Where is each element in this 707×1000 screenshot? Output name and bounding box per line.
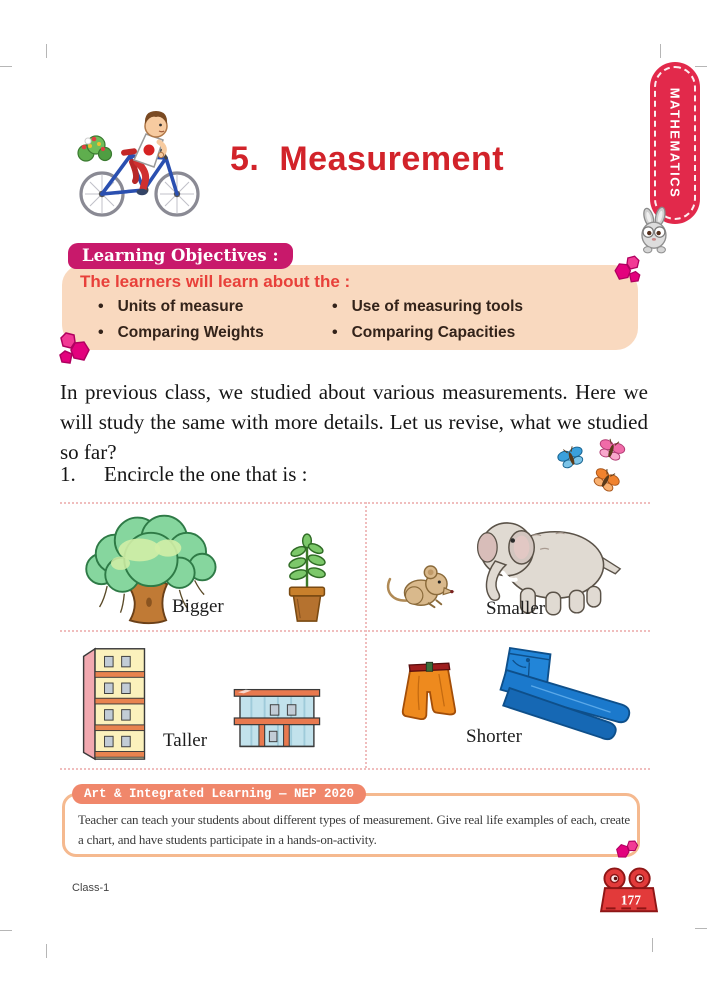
grid-divider (365, 502, 367, 768)
subject-tab-label: MATHEMATICS (667, 87, 683, 199)
page-number: 177 (620, 892, 642, 908)
page-number-badge (598, 866, 660, 918)
objectives-column-1 (98, 294, 264, 346)
crop-mark (0, 66, 12, 67)
question-text: Encircle the one that is : (104, 462, 308, 486)
objectives-heading: The learners will learn about the : (80, 272, 351, 291)
butterflies-illustration (552, 436, 640, 503)
crop-mark (695, 928, 707, 929)
cell-label: Bigger (172, 596, 224, 617)
crop-mark (0, 930, 12, 931)
chapter-title-text: Measurement (279, 140, 505, 178)
learning-objectives-badge: Learning Objectives : (68, 243, 293, 269)
objective-item: • Use of measuring tools (332, 294, 523, 320)
projector-icon (598, 866, 660, 918)
mouse-illustration (380, 552, 458, 617)
boy-on-bicycle-illustration (64, 100, 214, 227)
crop-mark (695, 66, 707, 67)
tall-building-illustration (76, 640, 154, 771)
subject-side-tab (650, 62, 700, 224)
activity-text: Teacher can teach your students about different types of measurement. Give real life examples of each, create a chart, and have students participate in a hands-on-activity. (78, 812, 630, 848)
potted-plant-illustration (278, 533, 336, 630)
crop-mark (46, 944, 47, 958)
intro-paragraph: In previous class, we studied about various measurements. Here we will study the same with more details. Let us revise, what we studied so far? (60, 380, 648, 464)
footer-class-label: Class-1 (72, 882, 110, 894)
flowers-basket (78, 136, 112, 161)
crop-mark (46, 44, 47, 58)
chapter-title (230, 140, 504, 179)
question-number: 1. (60, 462, 76, 486)
shorts-illustration (392, 656, 466, 733)
crop-mark (652, 938, 653, 952)
question-line (60, 462, 308, 487)
cell-label: Smaller (486, 598, 546, 619)
grid-divider (60, 502, 650, 504)
cell-label: Taller (163, 730, 208, 751)
objective-item: • Comparing Capacities (332, 320, 523, 346)
crop-mark (660, 44, 661, 58)
objectives-column-2 (332, 294, 523, 346)
flower-decoration-icon (610, 252, 644, 291)
chapter-number: 5. (230, 140, 260, 178)
flower-decoration-icon (55, 328, 95, 373)
objective-item: • Comparing Weights (98, 320, 264, 346)
cell-label: Shorter (466, 726, 522, 747)
activity-badge: Art & Integrated Learning — NEP 2020 (72, 784, 366, 804)
short-building-illustration (228, 682, 324, 759)
objective-item: • Units of measure (98, 294, 264, 320)
